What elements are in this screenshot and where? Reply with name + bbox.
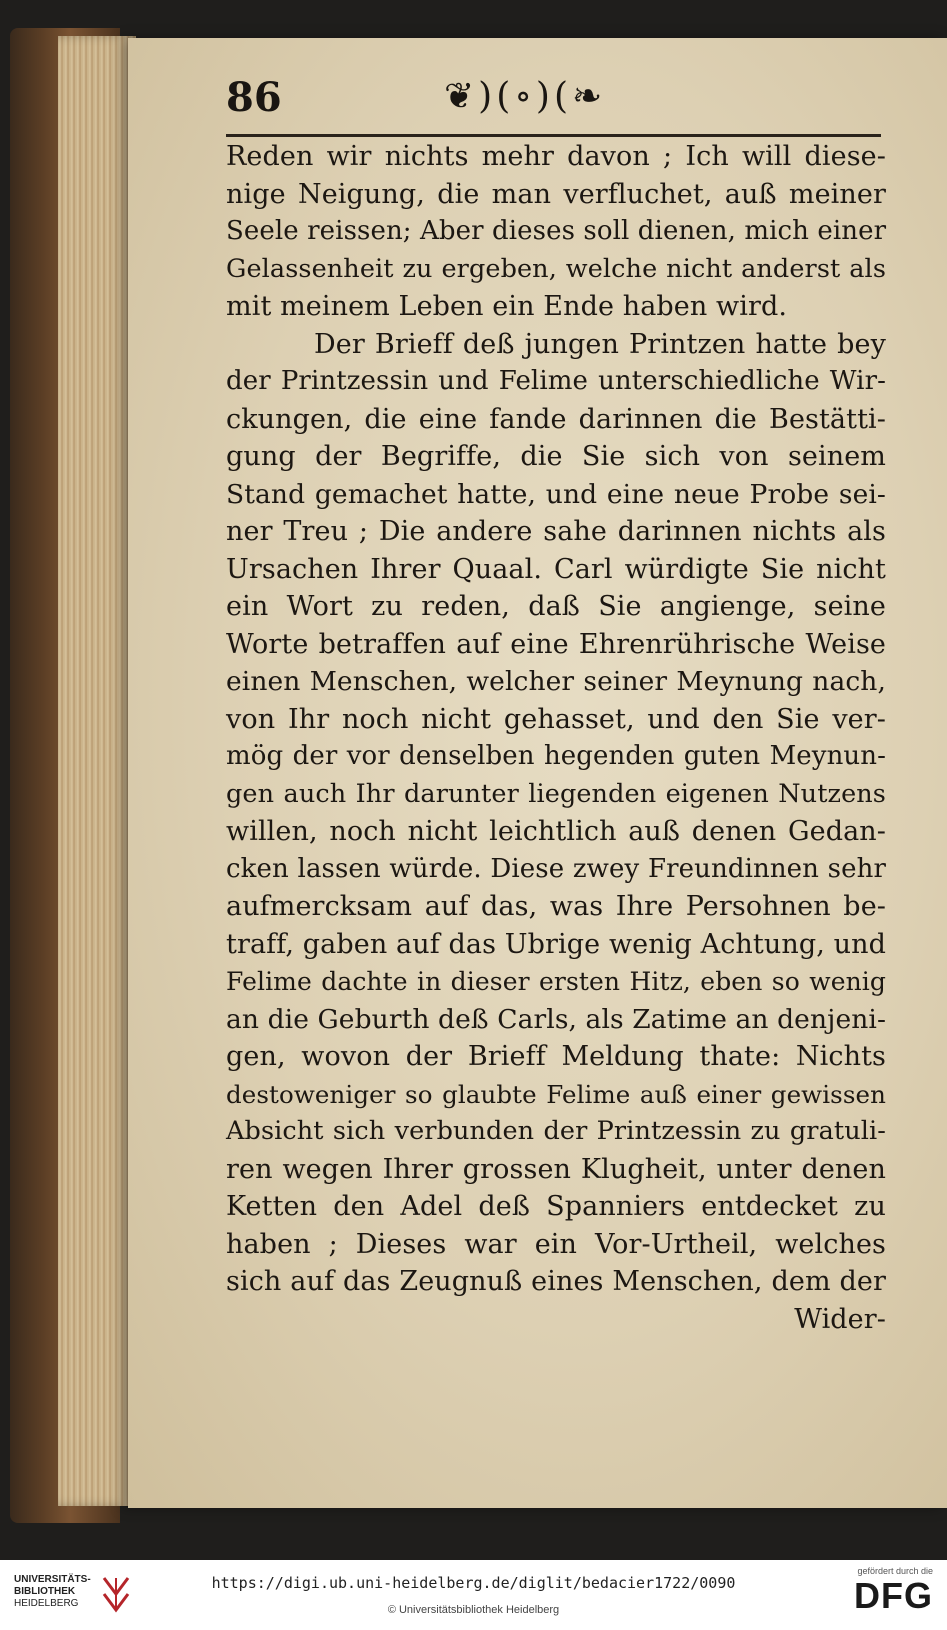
page-url[interactable]: https://digi.ub.uni-heidelberg.de/diglit/bedacier1722/0090 <box>211 1574 736 1592</box>
header-rule <box>226 134 881 137</box>
library-name-line1: UNIVERSITÄTS- <box>14 1574 91 1585</box>
text-line: Stand gemachet hatte, und eine neue Probe sei‑ <box>226 478 886 510</box>
library-name-line3: HEIDELBERG <box>14 1598 79 1609</box>
text-line: Gelassenheit zu ergeben, welche nicht anderst als <box>226 253 886 284</box>
header-ornament: ❦)(∘)(❧ <box>444 76 607 117</box>
text-line: gen, wovon der Brieff Meldung thate: Nichts <box>226 1041 886 1072</box>
book-page <box>128 38 947 1508</box>
dfg-logo[interactable] <box>833 1566 933 1624</box>
text-line: Ursachen Ihrer Quaal. Carl würdigte Sie nicht <box>226 553 886 585</box>
text-line: Der Brieff deß jungen Printzen hatte bey <box>314 328 886 360</box>
text-line: ren wegen Ihrer grossen Klugheit, unter denen <box>226 1153 886 1185</box>
text-line: mit meinem Leben ein Ende haben wird. <box>226 291 788 322</box>
text-line: willen, noch nicht leichtlich auß denen Gedan‑ <box>226 816 886 847</box>
text-line: traff, gaben auf das Ubrige wenig Achtung, und <box>226 928 886 960</box>
text-line: der Printzessin und Felime unterschiedliche Wir‑ <box>226 366 886 396</box>
text-line: ner Treu ; Die andere sahe darinnen nichts als <box>226 516 886 547</box>
page-edges <box>58 36 136 1506</box>
text-line: Seele reissen; Aber dieses soll dienen, mich einer <box>226 216 887 246</box>
text-line: Absicht sich verbunden der Printzessin zu gratuli‑ <box>226 1116 886 1146</box>
text-line: ckungen, die eine fande darinnen die Bestätti‑ <box>226 403 886 435</box>
text-line: einen Menschen, welcher seiner Meynung nach, <box>226 666 886 697</box>
text-line: mög der vor denselben hegenden guten Meynun‑ <box>226 741 886 771</box>
viewer-footer <box>0 1560 947 1630</box>
text-line: cken lassen würde. Diese zwey Freundinnen sehr <box>226 853 886 884</box>
funded-by-label: gefördert durch die <box>857 1566 933 1576</box>
text-line: von Ihr noch nicht gehasset, und den Sie ver‑ <box>226 703 886 735</box>
text-line: ein Wort zu reden, daß Sie angienge, seine <box>226 591 886 622</box>
text-line: Reden wir nichts mehr davon ; Ich will diese‑ <box>226 141 886 172</box>
library-name-line2: BIBLIOTHEK <box>14 1586 76 1597</box>
body-text <box>226 138 886 1338</box>
page-header <box>226 74 846 130</box>
text-line: aufmercksam auf das, was Ihre Persohnen be‑ <box>226 891 886 922</box>
text-line: Felime dachte in dieser ersten Hitz, eben so wenig <box>226 967 886 996</box>
page-number: 86 <box>226 74 282 121</box>
text-line: destoweniger so glaubte Felime auß einer gewissen <box>226 1079 886 1109</box>
text-line: sich auf das Zeugnuß eines Menschen, dem der <box>226 1266 886 1297</box>
dfg-wordmark: DFG <box>854 1575 933 1616</box>
catchword: Wider‑ <box>794 1303 886 1335</box>
copyright-notice: © Universitätsbibliothek Heidelberg <box>387 1604 560 1616</box>
text-line: gen auch Ihr darunter liegenden eigenen Nutzens <box>226 778 886 809</box>
text-line: haben ; Dieses war ein Vor‑Urtheil, welches <box>226 1228 886 1260</box>
text-line: gung der Begriffe, die Sie sich von seinem <box>226 441 886 472</box>
text-line: Ketten den Adel deß Spanniers entdecket zu <box>226 1191 886 1222</box>
text-line: an die Geburth deß Carls, als Zatime an denjeni‑ <box>226 1003 887 1035</box>
text-line: nige Neigung, die man verfluchet, auß meiner <box>226 178 886 210</box>
text-line: Worte betraffen auf eine Ehrenrührische Weise <box>226 628 886 660</box>
